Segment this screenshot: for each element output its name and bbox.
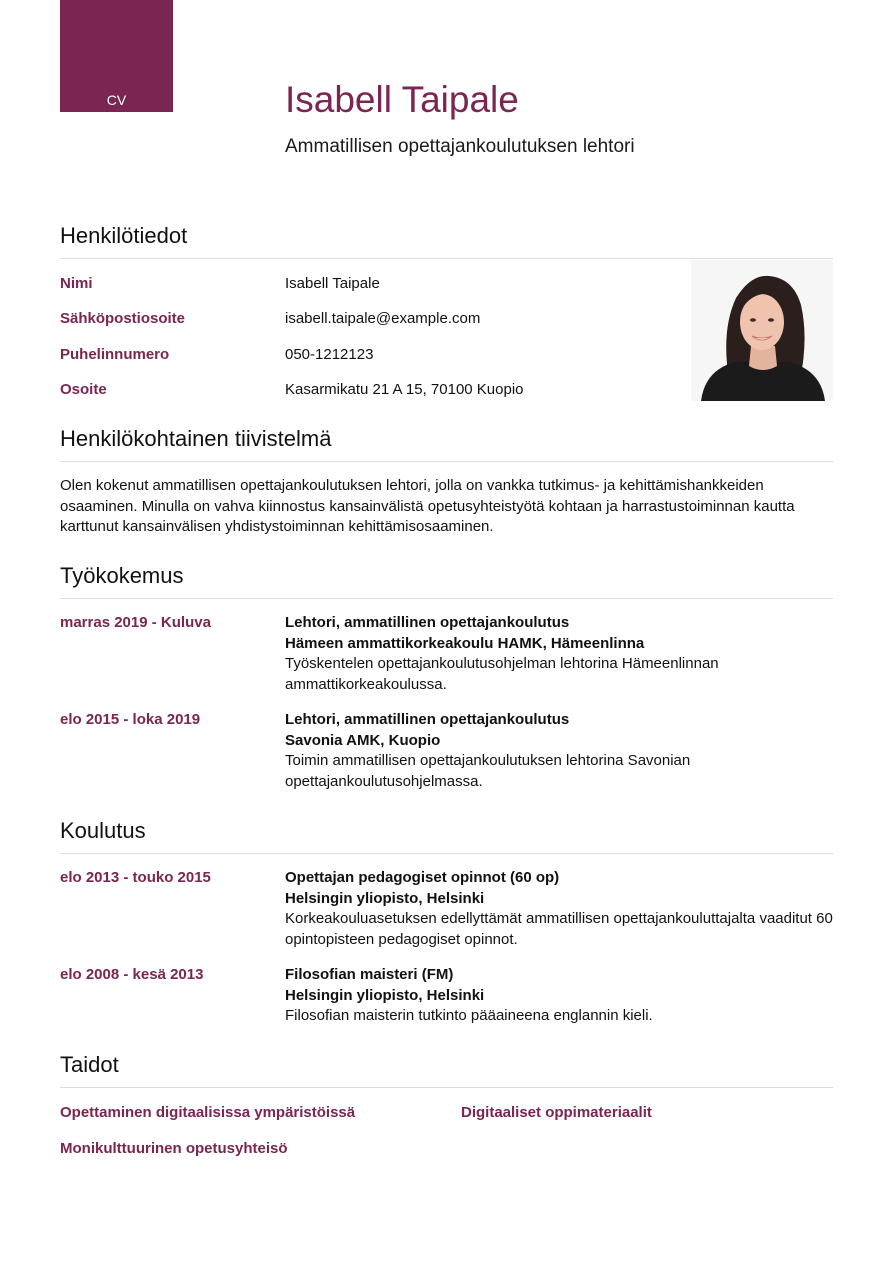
experience-org: Savonia AMK, Kuopio [285,731,441,749]
education-org: Helsingin yliopisto, Helsinki [285,986,485,1004]
education-desc: Korkeakouluasetuksen edellyttämät ammatillisen opettajankouluttajalta vaaditut 60 opintopisteen pedagogiset opinnot. [285,910,833,948]
skill-item: Monikulttuurinen opetusyhteisö [60,1140,288,1157]
experience-entry [285,613,833,695]
section-divider [60,461,833,462]
section-divider [60,1087,833,1088]
experience-desc: Toimin ammatillisen opettajankoulutuksen lehtorina Savonian opettajankoulutusohjelmassa. [285,752,691,790]
value-address: Kasarmikatu 21 A 15, 70100 Kuopio [285,381,524,398]
cv-badge [60,0,173,112]
section-heading-personal: Henkilötiedot [60,223,188,248]
experience-period: elo 2015 - loka 2019 [60,711,201,728]
experience-org: Hämeen ammattikorkeakoulu HAMK, Hämeenlinna [285,634,645,652]
experience-title: Lehtori, ammatillinen opettajankoulutus [285,711,570,728]
label-name: Nimi [60,275,93,292]
profile-photo [691,260,833,401]
section-divider [60,598,833,599]
section-heading-summary: Henkilökohtainen tiivistelmä [60,426,332,451]
experience-period: marras 2019 - Kuluva [60,614,211,631]
education-entry [285,868,833,950]
education-desc: Filosofian maisterin tutkinto pääaineena englannin kieli. [285,1007,653,1024]
section-divider [60,258,833,259]
portrait-illustration [691,260,833,401]
section-heading-skills: Taidot [60,1052,119,1077]
cv-badge-label: CV [106,92,127,108]
skill-item: Opettaminen digitaalisissa ympäristöissä [60,1104,356,1121]
section-heading-education: Koulutus [60,818,146,843]
experience-title: Lehtori, ammatillinen opettajankoulutus [285,614,570,631]
skill-item: Digitaaliset oppimateriaalit [461,1104,652,1121]
experience-entry [285,710,833,792]
label-phone: Puhelinnumero [60,346,170,363]
label-address: Osoite [60,381,107,398]
job-title: Ammatillisen opettajankoulutuksen lehtori [285,136,635,157]
education-title: Opettajan pedagogiset opinnot (60 op) [285,869,560,886]
label-email: Sähköpostiosoite [60,310,186,327]
value-phone: 050-1212123 [285,346,374,363]
value-name: Isabell Taipale [285,275,380,292]
summary-text: Olen kokenut ammatillisen opettajankoulutuksen lehtori, jolla on vankka tutkimus- ja kehittämishankkeiden osaaminen. Minulla on vahva kiinnostus kansainvälistä opetusyhteistyötä kohtaan ja harrastustoiminnan kautta karttunut kansainvälisen yhdistystoiminnan kehittämisosaaminen. [60,477,795,535]
section-heading-experience: Työkokemus [60,563,184,588]
person-name: Isabell Taipale [285,79,519,120]
education-org: Helsingin yliopisto, Helsinki [285,889,485,907]
education-period: elo 2008 - kesä 2013 [60,966,204,983]
education-period: elo 2013 - touko 2015 [60,869,211,886]
value-email: isabell.taipale@example.com [285,310,481,327]
experience-desc: Työskentelen opettajankoulutusohjelman lehtorina Hämeenlinnan ammattikorkeakoulussa. [285,655,719,693]
education-entry [285,965,833,1027]
section-divider [60,853,833,854]
education-title: Filosofian maisteri (FM) [285,966,454,983]
